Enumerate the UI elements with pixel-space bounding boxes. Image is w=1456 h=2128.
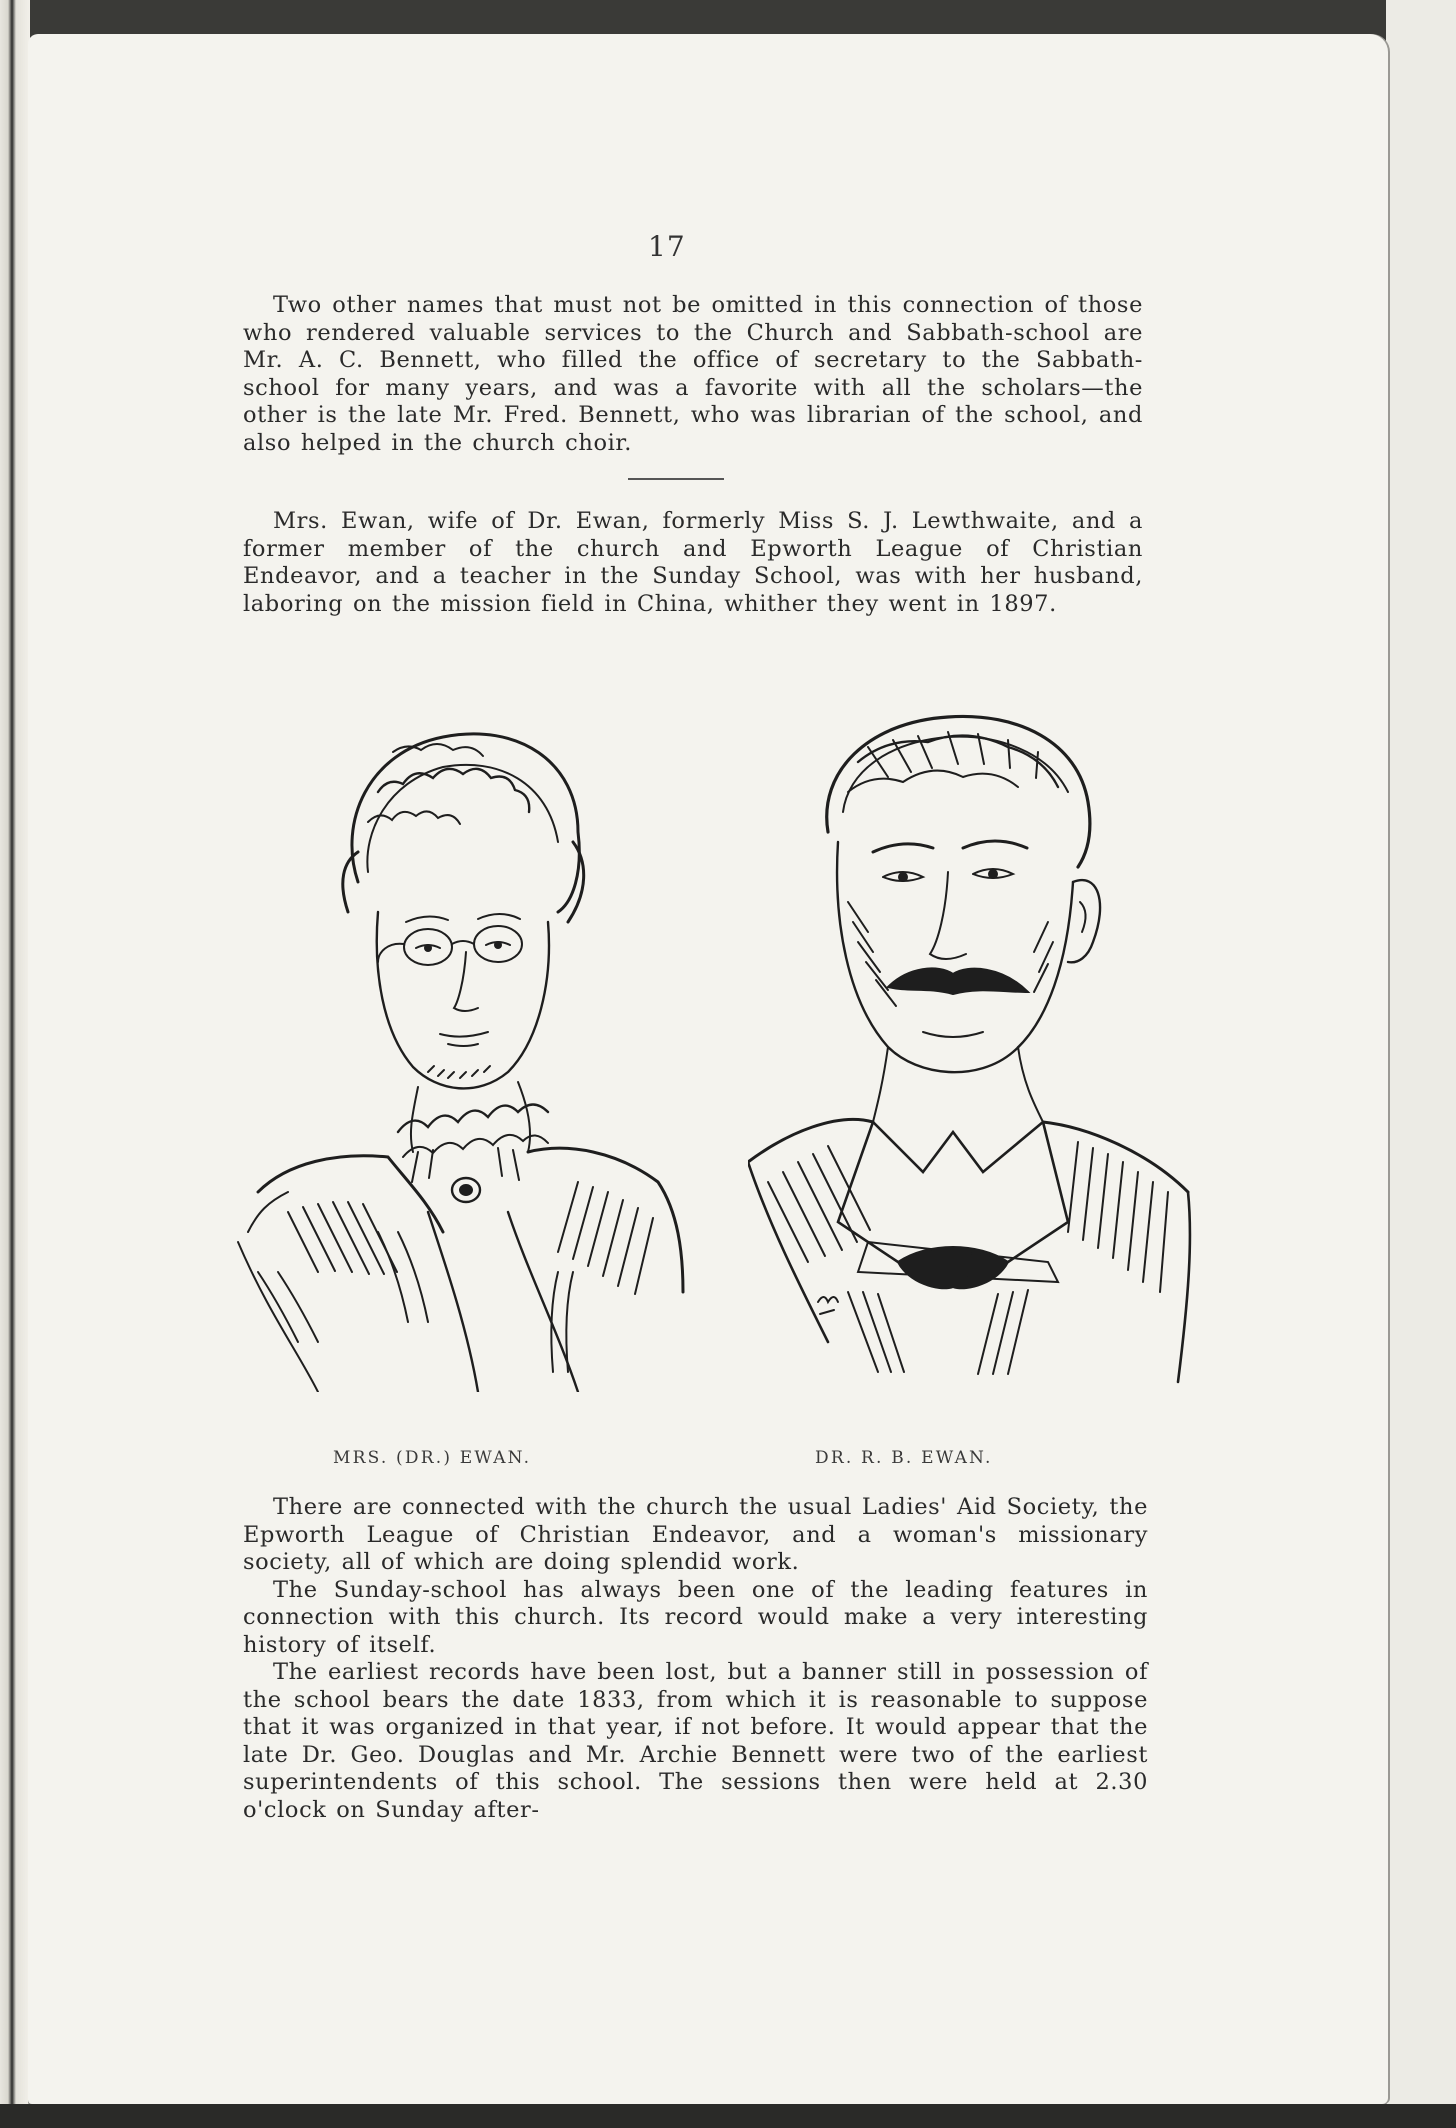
page-content <box>28 34 1388 2104</box>
backing-sheet <box>1386 0 1456 2128</box>
book-page <box>28 34 1388 2104</box>
paragraph-earliest-records: The earliest records have been lost, but a banner still in possession of the school bears the date 1833, from which it is reasonable to suppose that it was organized in that year, if not before. It would appear that the late Dr. Geo. Douglas and Mr. Archie Bennett were two of the earliest superintendents of this school. The sessions then were held at 2.30 o'clock on Sunday after- <box>243 1659 1148 1823</box>
left-page-edge <box>0 0 30 2128</box>
page-number: 17 <box>648 230 686 263</box>
paragraph-group-societies <box>243 1494 1148 1824</box>
section-divider <box>628 478 724 480</box>
paragraph-bennett: Two other names that must not be omitted in this connection of those who rendered valuable services to the Church and Sabbath-school are Mr. A. C. Bennett, who filled the office of secretary to the Sabbath-school for many years, and was a favorite with all the scholars—the other is the late Mr. Fred. Bennett, who was librarian of the school, and also helped in the church choir. <box>243 292 1143 456</box>
paragraph-societies: There are connected with the church the usual Ladies' Aid Society, the Epworth League of Christian Endeavor, and a woman's missionary society, all of which are doing splendid work. <box>243 1494 1148 1575</box>
paragraph-sunday-school: The Sunday-school has always been one of the leading features in connection with this church. Its record would make a very interesting history of itself. <box>243 1576 1148 1658</box>
caption-dr-ewan: DR. R. B. EWAN. <box>815 1448 993 1468</box>
bottom-scan-edge <box>0 2104 1456 2128</box>
portrait-dr-ewan <box>748 702 1198 1402</box>
portrait-mrs-ewan <box>228 712 698 1392</box>
paragraph-ewan: Mrs. Ewan, wife of Dr. Ewan, formerly Miss S. J. Lewthwaite, and a former member of the church and Epworth League of Christian Endeavor, and a teacher in the Sunday School, was with her husband, laboring on the mission field in China, whither they went in 1897. <box>243 508 1143 617</box>
caption-mrs-ewan: MRS. (DR.) EWAN. <box>333 1448 532 1468</box>
